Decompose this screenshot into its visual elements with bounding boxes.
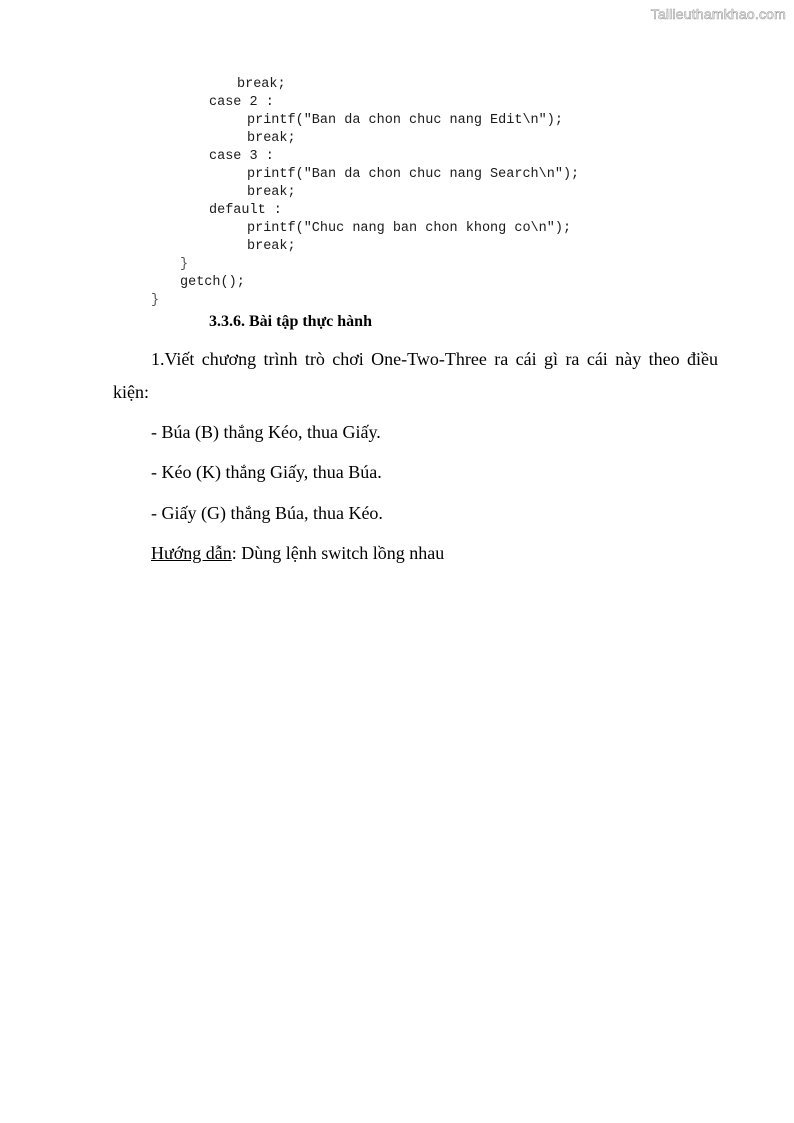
code-line: printf("Ban da chon chuc nang Search\n"); (247, 167, 580, 182)
code-line: printf("Chuc nang ban chon khong co\n"); (247, 221, 572, 236)
code-line: default : (209, 203, 282, 218)
rule-item: - Kéo (K) thắng Giấy, thua Búa. (151, 462, 382, 482)
code-line: break; (237, 77, 286, 92)
code-line: printf("Ban da chon chuc nang Edit\n"); (247, 113, 563, 128)
code-line: break; (247, 185, 296, 200)
code-line: break; (247, 239, 296, 254)
exercise-intro-line2: kiện: (113, 382, 149, 402)
exercise-intro-line1: 1.Viết chương trình trò chơi One-Two-Three ra cái gì ra cái này theo điều (151, 349, 718, 369)
watermark: Tailieuthamkhao.com (650, 6, 786, 22)
rule-item: - Búa (B) thắng Kéo, thua Giấy. (151, 422, 381, 442)
code-line: break; (247, 131, 296, 146)
code-line: } (151, 293, 160, 308)
hint-paragraph (151, 543, 444, 564)
hint-label: Hướng dẫn (151, 543, 232, 563)
code-line: case 2 : (209, 95, 274, 110)
section-heading: 3.3.6. Bài tập thực hành (209, 313, 372, 330)
code-line: case 3 : (209, 149, 274, 164)
rule-item: - Giấy (G) thắng Búa, thua Kéo. (151, 503, 383, 523)
code-line: getch(); (180, 275, 245, 290)
code-line: } (180, 257, 189, 272)
hint-text: : Dùng lệnh switch lồng nhau (231, 543, 445, 563)
